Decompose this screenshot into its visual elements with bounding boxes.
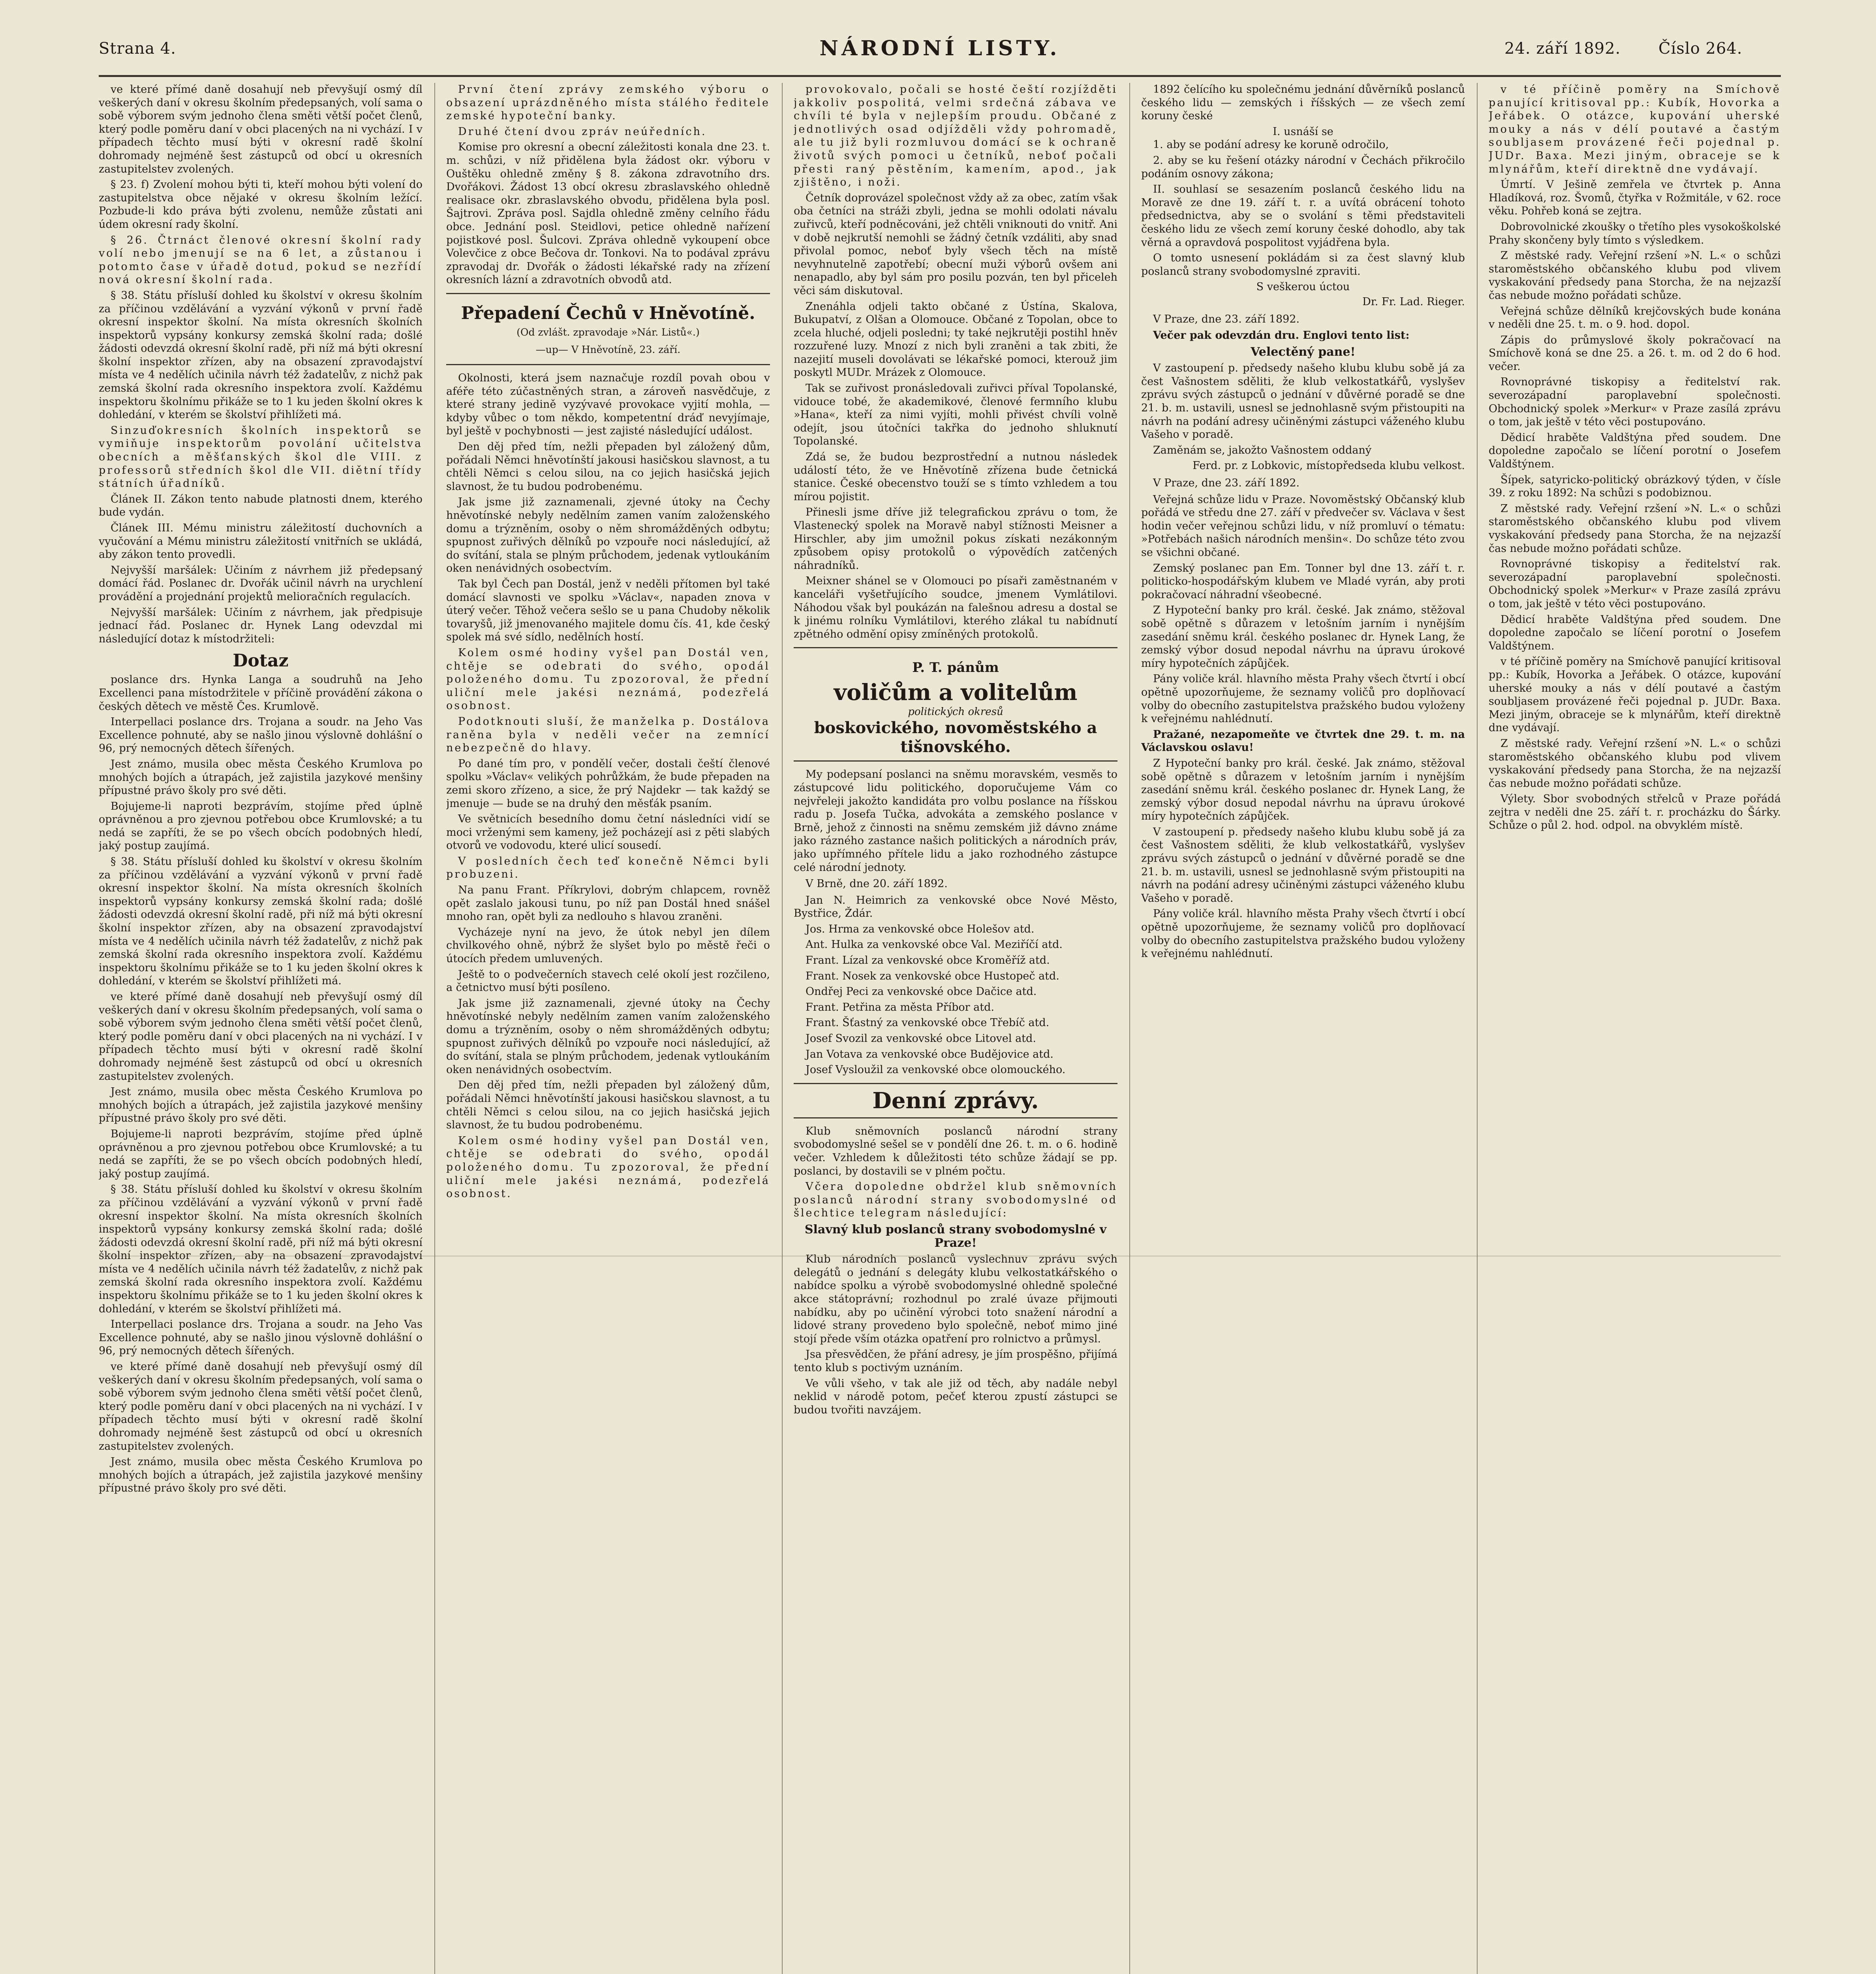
prepadeni-dateline: —up— V Hněvotíně, 23. září. xyxy=(535,343,681,355)
paragraph: Tak byl Čech pan Dostál, jenž v neděli přítomen byl také domácí slavnosti ve spolku »Václav«, napaden znova v úterý večer. Těhož večera sešlo se u pana Chudoby několik tovaryšů, již jmenovaného majitele domu čís. 41, kde český spolek má své sídlo, nedělních hostí. xyxy=(446,578,770,644)
signature: Ferd. pr. z Lobkovic, místopředseda klubu velkost. xyxy=(1192,460,1465,472)
paragraph: v té příčině poměry na Smíchově panující kritisoval pp.: Kubík, Hovorka a Jeřábek. O otázce, kupování uherské mouky a nás v délí poutavé a častým soubljasem provázené řeči pojednal p. JUDr. Baxa. Mezi jiným, obraceje se k mlynářům, kteří direktně dne vydávají. xyxy=(1489,655,1781,734)
paragraph: Zdá se, že budou bezprostřední a nutnou následek událostí této, že ve Hněvotíně zřízena bude četnická stanice. České obecenstvo touží se s tímto vzhledem a tou mírou pojistit. xyxy=(794,451,1117,503)
issue-number: Číslo 264. xyxy=(1658,39,1743,58)
paragraph: Interpellaci poslance drs. Trojana a soudr. na Jeho Vas Excellence pohnuté, aby se našlo jinou výslovně dohlášní o 96, prý nemocných dětech šířených. xyxy=(99,716,423,755)
paragraph: Zemský poslanec pan Em. Tonner byl dne 13. září t. r. politicko-hospodářským klubem ve Mladé vyrán, aby proti pokračovací náhradní všeobecné. xyxy=(1141,562,1465,601)
paragraph: poslance drs. Hynka Langa a soudruhů na Jeho Excellenci pana místodržitele v příčině provádění zákona o českých dětech ve městě Čes. Krumlově. xyxy=(99,674,423,713)
newspaper-title: NÁRODNÍ LISTY. xyxy=(819,36,1060,60)
paragraph: Večer pak odevzdán dru. Englovi tento list: xyxy=(1153,329,1410,342)
paragraph: Meixner shánel se v Olomouci po písaři zaměstnaném v kanceláři vyšetřujícího soudce, jmenem Vymlátilovi. Náhodou však byl poukázán na falešnou adresu a dostal se k jinému rolníku Vymlátilovi, kterého zlákal tu nabídnutí zpětného odmění opisy zmíněných protokolů. xyxy=(794,575,1117,640)
appeal-districts: boskovického, novoměstského a tišnovského. xyxy=(814,719,1097,756)
column-1 xyxy=(99,83,423,1974)
paragraph: II. souhlasí se sesazením poslanců českého lidu na Moravě ze dne 19. září t. r. a uvítá obrácení tohoto předsednictva, aby se o svolání s těmi představiteli českého lidu ze všech zemí koruny české dohodlo, aby tak věrná a opravdová pospolitost vyjádřena byla. xyxy=(1141,183,1465,249)
paragraph: Z Hypoteční banky pro král. české. Jak známo, stěžoval sobě opětně s důrazem v letošním jarním i nynějším zasedání sněmu král. českého poslanec dr. Hynek Lang, že zemský výbor dosud nepodal návrhu na úpravu úrokové míry hypotečních zápůjček. xyxy=(1141,757,1465,823)
signatory: Frant. Petřina za města Příbor atd. xyxy=(806,1001,994,1013)
column-3 xyxy=(794,83,1117,1974)
paragraph: Po dané tím pro, v pondělí večer, dostali čeští členové spolku »Václav« velikých pohrůžkám, že bude přepaden na zemi skoro zřízeno, a sice, že prý Najdekr — tak každý se jmenuje — bude se na druhý den měsťák psaním. xyxy=(446,757,770,810)
paragraph: Kolem osmé hodiny vyšel pan Dostál ven, chtěje se odebrati do svého, opodál položeného domu. Tu zpozoroval, že přední uliční mele jakési neznámá, podezřelá osobnost. xyxy=(446,646,770,712)
paragraph: Četník doprovázel společnost vždy až za obec, zatím však oba četníci na stráži zbyli, jedna se mohli odolati návalu zuřivců, kteří podněcováni, jež chtěli vniknouti do vnitř. Ani v době nejkrutší nemohli se žádný četník vzdáliti, aby snad přivolal pomoc, neboť byly všech těch na místě nevyhnutelně zapotřebí; obecní muži výborů ovšem ani nenapadlo, aby byl sám pro posilu pozván, ten byl přiceleh věci sám diskutoval. xyxy=(794,191,1117,297)
paragraph: Nejvyšší maršálek: Učiním z návrhem již předepsaný domácí řád. Poslanec dr. Dvořák učinil návrh na urychlení provádění a projednání projektů melioračních regulacích. xyxy=(99,564,423,603)
signatory: Frant. Lízal za venkovské obce Kroměříž atd. xyxy=(806,954,1050,967)
greeting: S veškerou úctou xyxy=(1256,281,1350,293)
paper-fold xyxy=(99,1255,1781,1257)
paragraph: My podepsaní poslanci na sněmu moravském, vesměs to zástupcové lidu politického, doporučujeme Vám co nejvřeleji jakožto kandidáta pro volbu poslance na říšskou radu p. Josefa Tučka, advokáta a zemského poslance v Brně, jehož z činnosti na sněmu zemském již dávno známe jako rázného zastance našich politických a národních práv, jako upřímného přítele lidu a jako rozhodného zástupce celé národní jednoty. xyxy=(794,768,1117,874)
paragraph: Jest známo, musila obec města Českého Krumlova po mnohých bojích a útrapách, jež zajistila jazykové menšiny přípustné právo školy pro své děti. xyxy=(99,1086,423,1125)
newspaper-page xyxy=(99,24,1781,1974)
paragraph: Jest známo, musila obec města Českého Krumlova po mnohých bojích a útrapách, jež zajistila jazykové menšiny přípustné právo školy pro své děti. xyxy=(99,758,423,797)
paragraph: Veřejná schůze lidu v Praze. Novoměstský Občanský klub pořádá ve středu dne 27. září v předvečer sv. Václava v šest hodin večer veřejnou schůzi lidu, v níž promluví o tématu: »Potřebách našich národních menšin«. Do schůze této zvou se všichni občané. xyxy=(1141,493,1465,559)
paragraph: Bojujeme-li naproti bezprávím, stojíme před úplně oprávněnou a pro zjevnou potřebou obce Krumlovské; a tu nedá se zapříti, že se po všech obcích podobných hledí, jaký postup zaujímá. xyxy=(99,800,423,852)
paragraph: Vycházeje nyní na jevo, že útok nebyl jen dílem chvilkového ohně, nýbrž že slyšet bylo po městě řeči o útocích předem umluvených. xyxy=(446,926,770,965)
paragraph: Den děj před tím, nežli přepaden byl záložený dům, pořádali Němci hněvotínští jakousi hasičskou slavnost, a tu chtěli Němci s celou silou, na co jejich hasičská jejich slavnost, že tu budou podrobenému. xyxy=(446,441,770,493)
election-appeal-header xyxy=(794,647,1117,762)
paragraph: Výlety. Sbor svobodných střelců v Praze pořádá zejtra v neděli dne 25. září t. r. procházku do Šárky. Schůze o půl 2. hod. odpol. na obvyklém místě. xyxy=(1489,793,1781,832)
paragraph: Bojujeme-li naproti bezprávím, stojíme před úplně oprávněnou a pro zjevnou potřebou obce Krumlovské; a tu nedá se zapříti, že se po všech obcích podobných hledí, jaký postup zaujímá. xyxy=(99,1128,423,1180)
paragraph: Z městské rady. Veřejní rzšení »N. L.« o schůzi staroměstského občanského klubu pod vlivem vyskakování předsedy pana Storcha, že na nejzazší čas nebude možno pořádati schůze. xyxy=(1489,502,1781,555)
paragraph: provokovalo, počali se hosté čeští rozjížděti jakkoliv pospolitá, velmi srdečná zábava ve chvíli té byla v nejlepším proudu. Občané z jednotlivých osad odjížděli vždy pohromadě, ale tu již byli rozmluvou domácí se k ochraně životů svých pomoci u četníků, neboť počali přesti raný pěstěním, kamením, apod., jak zjištěno, i noži. xyxy=(794,83,1117,189)
paragraph: Dědicí hraběte Valdštýna před soudem. Dne dopoledne započalo se líčení porotní o Josefem Valdštýnem. xyxy=(1489,613,1781,652)
list-heading: I. usnáší se xyxy=(1273,125,1333,138)
paragraph: Rovnoprávné tiskopisy a ředitelství rak. severozápadní paroplavební společnosti. Obchodnický spolek »Merkur« v Praze zasílá zprávu o tom, jak ještě v této věci postupováno. xyxy=(1489,558,1781,610)
column-2 xyxy=(446,83,770,1974)
paragraph: Z městské rady. Veřejní rzšení »N. L.« o schůzi staroměstského občanského klubu pod vlivem vyskakování předsedy pana Storcha, že na nejzazší čas nebude možno pořádati schůze. xyxy=(1489,737,1781,790)
signatory: Frant. Šťastný za venkovské obce Třebíč atd. xyxy=(806,1017,1050,1029)
paragraph: Přinesli jsme dříve již telegrafickou zprávu o tom, že Vlastenecký spolek na Moravě nabyl stížnosti Meisner a Hirschler, aby jim umožnil pokus získati nezákonným způsobem opisy protokolů o výpovědích zatčených náhradníků. xyxy=(794,506,1117,572)
prepadeni-title: Přepadení Čechů v Hněvotíně. xyxy=(461,303,755,323)
daily-news-header xyxy=(794,1083,1117,1118)
paragraph: Jsa přesvědčen, že přání adresy, je jím prospěšno, přijímá tento klub s poctivým uznáním. xyxy=(794,1348,1117,1374)
appeal-subtitle: politických okresů xyxy=(908,706,1003,718)
paragraph: Tak se zuřivost pronásledovali zuřivci příval Topolanské, vidouce tobé, že akademikové, členové fermního klubu »Hana«, kteří za nimi vyjíti, mohli přivést chvíli volně odejít, jsou útočníci takřka do jednoho shluknutí Topolanské. xyxy=(794,382,1117,448)
paragraph: Okolnosti, která jsem naznačuje rozdíl povah obou v aféře této zúčastněných stran, a zároveň nasvědčuje, z které strany jedině vyzývavé provokace vyjití mohla, — kdyby vůbec o tom někdo, kompetentní dráď nevyjímaje, byl ještě v pochybnosti — jest zajisté následující událost. xyxy=(446,372,770,437)
paragraph: Ve vůli všeho, v tak ale již od těch, aby nadále nebyl neklid v národě potom, pečeť kterou zpustí zástupci se budou tvořiti navzájem. xyxy=(794,1377,1117,1416)
paragraph: První čtení zprávy zemského výboru o obsazení uprázdněného místa stálého ředitele zemské hypoteční banky. xyxy=(446,83,770,122)
paragraph: Dědicí hraběte Valdštýna před soudem. Dne dopoledne započalo se líčení porotní o Josefem Valdštýnem. xyxy=(1489,431,1781,471)
paragraph: Jak jsme již zaznamenali, zjevné útoky na Čechy hněvotínské nebyly nedělním zamen vaním založenského domu a trýzněním, osoby o něm shromážděných odbytu; spupnost zuřivých dělníků po vzpouře noci následující, až do svítání, stala se plným průchodem, jedenak vytloukáním oken nenávidných osobectvím. xyxy=(446,496,770,575)
paragraph: Ve světnicích besedního domu četní následníci vidí se moci vrženými sem kameny, jež pocházejí asi z pěti slabých otvorů ve vodovodu, které ulicí sousedí. xyxy=(446,813,770,852)
paragraph: Dobrovolnické zkoušky o třetího ples vysokoškolské Prahy skončeny byly tímto s výsledkem. xyxy=(1489,220,1781,246)
paragraph: Jak jsme již zaznamenali, zjevné útoky na Čechy hněvotínské nebyly nedělním zamen vaním založenského domu a trýzněním, osoby o něm shromážděných odbytu; spupnost zuřivých dělníků po vzpouře noci následující, až do svítání, stala se plným průchodem, jedenak vytloukáním oken nenávidných osobectvím. xyxy=(446,997,770,1076)
signatory: Ant. Hulka za venkovské obce Val. Meziříčí atd. xyxy=(806,938,1063,951)
signatory: Ondřej Peci za venkovské obce Dačice atd. xyxy=(806,985,1037,998)
paragraph: V posledních čech teď konečně Němci byli probuzeni. xyxy=(446,855,770,881)
paragraph: Klub sněmovních poslanců národní strany svobodomyslné sešel se v pondělí dne 26. t. m. o 6. hodině večer. Vzhledem k důležitosti této schůze žádají se pp. poslanci, by dostavili se v plném počtu. xyxy=(794,1125,1117,1177)
column-separator xyxy=(1129,83,1130,1974)
signature-date: V Brně, dne 20. září 1892. xyxy=(806,878,948,890)
paragraph: Zápis do průmyslové školy pokračovací na Smíchově koná se dne 25. a 26. t. m. od 2 do 6 hod. večer. xyxy=(1489,334,1781,373)
paragraph: Na panu Frant. Příkrylovi, dobrým chlapcem, rovněž opět zaslalo jakousi tunu, po níž pan Dostál hned snášel mnoho ran, opět byli za nedlouho s hlavou zraněni. xyxy=(446,884,770,923)
paragraph: Šípek, satyricko-politický obrázkový týden, v čísle 39. z roku 1892: Na schůzi s podobiznou. xyxy=(1489,473,1781,499)
signatory: Jos. Hrma za venkovské obce Holešov atd. xyxy=(806,923,1035,935)
paragraph: Nejvyšší maršálek: Učiním z návrhem, jak předpisuje jednací řád. Poslanec dr. Hynek Lang odevzdal mi následující dotaz k místodržiteli: xyxy=(99,606,423,645)
dotaz-heading: Dotaz xyxy=(233,651,289,671)
paragraph: Klub národních poslanců vyslechnuv zprávu svých delegátů o jednání s delegáty klubu velkostatkářského o nabídce spolku a výrobě svobodomyslné ohledně společné akce státoprávní; rozhodnul po zralé úvaze přijmouti nabídku, aby po učinění výrobci toto snažení národní a lidové strany provedeno bylo společně, neboť mimo jiné stojí přede vším otázka opatření pro rolnictvo a průmysl. xyxy=(794,1253,1117,1345)
telegram-address: Slavný klub poslanců strany svobodomyslné v Praze! xyxy=(804,1222,1107,1250)
paragraph: 2. aby se ku řešení otázky národní v Čechách přikročilo podáním osnovy zákona; xyxy=(1141,154,1465,180)
signatory: Josef Vysloužil za venkovské obce olomouckého. xyxy=(806,1064,1066,1076)
paragraph: Z Hypoteční banky pro král. české. Jak známo, stěžoval sobě opětně s důrazem v letošním jarním i nynějším zasedání sněmu král. českého poslanec dr. Hynek Lang, že zemský výbor dosud nepodal návrhu na úpravu úrokové míry hypotečních zápůjček. xyxy=(1141,604,1465,670)
signatory: Frant. Nosek za venkovské obce Hustopeč atd. xyxy=(806,970,1059,982)
paragraph: Komise pro okresní a obecní záležitosti konala dne 23. t. m. schůzi, v níž přidělena byla žádost okr. výboru v Ouštěku ohledně změny § 8. zákona zdravotního drs. Dvořákovi. Žádost 13 obcí okresu zbraslavského ohledně realisace okr. zbraslavského obvodu, přidělena byla posl. Šajtrovi. Zpráva posl. Sajdla ohledně změny celního řádu obce. Jednání posl. Steidlovi, petice ohledně nařízení pojistkové posl. Šulcovi. Zpráva ohledně vykoupení obce Volevčice z obce Bečova dr. Tonkovi. Na to podával zprávu zpravodaj dr. Dvořák o žádosti lékařské rady na zřízení okresních lázní a zdravotních obvodů atd. xyxy=(446,141,770,286)
paragraph: ve které přímé daně dosahují neb převyšují osmý díl veškerých daní v okresu školním předepsaných, volí sama o sobě výborem svým jednoho člena směti větší počet členů, který podle poměru daní v obci placených na ni vychází. I v případech těchto musí býti v okresní radě školní dohromady nejméně šest zástupců od obcí u okresních zastupitelstev zvolených. xyxy=(99,991,423,1083)
signatory: Jan N. Heimrich za venkovské obce Nové Město, Bystřice, Ždár. xyxy=(794,894,1117,920)
paragraph: v té příčině poměry na Smíchově panující kritisoval pp.: Kubík, Hovorka a Jeřábek. O otázce, kupování uherské mouky a nás v délí poutavé a častým soubljasem provázené řeči pojednal p. JUDr. Baxa. Mezi jiným, obraceje se k mlynářům, kteří direktně dne vydávají. xyxy=(1489,83,1781,175)
prepadeni-subtitle: (Od zvlášt. zpravodaje »Nár. Listů«.) xyxy=(516,326,700,338)
paragraph: 1892 čelícího ku společnému jednání důvěrníků poslanců českého lidu — zemských i říšských — ze všech zemí koruny české xyxy=(1141,83,1465,122)
column-5 xyxy=(1489,83,1781,1974)
paragraph: Kolem osmé hodiny vyšel pan Dostál ven, chtěje se odebrati do svého, opodál položeného domu. Tu zpozoroval, že přední uliční mele jakési neznámá, podezřelá osobnost. xyxy=(446,1134,770,1200)
dateline: V Praze, dne 23. září 1892. xyxy=(1153,313,1300,325)
paragraph: Druhé čtení dvou zpráv neúředních. xyxy=(458,125,707,138)
paragraph: Včera dopoledne obdržel klub sněmovních poslanců národní strany svobodomyslné od šlechtice telegram následující: xyxy=(794,1180,1117,1220)
appeal-salutation: P. T. pánům xyxy=(912,660,999,676)
paragraph: V zastoupení p. předsedy našeho klubu klubu sobě já za čest Vašnostem sděliti, že klub velkostatkářů, vyslyšev zprávu svých zástupců o jednání v důvěrné poradě se dne 21. b. m. ustavili, usnesl se jednohlasně svým přistoupiti na návrh na podání adresy učiněnými zástupci váženého klubu Vašeho v poradě. xyxy=(1141,362,1465,441)
paragraph: § 26. Čtrnáct členové okresní školní rady volí nebo jmenují se na 6 let, a zůstanou i potomto čase v úřadě dotud, pokud se nezřídí nová okresní školní rada. xyxy=(99,234,423,286)
paragraph: Úmrtí. V Ješině zemřela ve čtvrtek p. Anna Hladíková, roz. Švomů, čtyřka v Rožmitále, v 62. roce věku. Pohřeb koná se zejtra. xyxy=(1489,178,1781,218)
paragraph: Jest známo, musila obec města Českého Krumlova po mnohých bojích a útrapách, jež zajistila jazykové menšiny přípustné právo školy pro své děti. xyxy=(99,1456,423,1495)
paragraph: Z městské rady. Veřejní rzšení »N. L.« o schůzi staroměstského občanského klubu pod vlivem vyskakování předsedy pana Storcha, že na nejzazší čas nebude možno pořádati schůze. xyxy=(1489,250,1781,302)
paragraph: § 38. Státu přísluší dohled ku školství v okresu školním za příčinou vzdělávání a vyzvání výkonů v první řadě okresní inspektor školní. Na místa okresních školních inspektorů vypsány konkursy zemská školní rada; došlé žádosti odevzdá okresní školní radě, při níž má býti okresní školní inspektor zřízen, aby na obsazení zpravodajství místa ve 4 nedělích učinila návrh též žadatelův, z nichž pak zemská školní rada okresního inspektora zvolí. Každému inspektoru školnímu přikáže se to 1 ku jeden školní okres k dohledání, v kterém se školství přihlížeti má. xyxy=(99,856,423,987)
paragraph: Pány voliče král. hlavního města Prahy všech čtvrtí i obcí opětně upozorňujeme, že seznamy voličů pro doplňovací volby do obecního zastupitelstva pražského budou vyloženy k veřejnému nahlédnutí. xyxy=(1141,673,1465,725)
paragraph: Pražané, nezapomeňte ve čtvrtek dne 29. t. m. na Václavskou oslavu! xyxy=(1141,728,1465,754)
paragraph: Ještě to o podvečerních stavech celé okolí jest rozčileno, a četnictvo musí býti posíleno. xyxy=(446,968,770,994)
paragraph: Rovnoprávné tiskopisy a ředitelství rak. severozápadní paroplavební společnosti. Obchodnický spolek »Merkur« v Praze zasílá zprávu o tom, jak ještě v této věci postupováno. xyxy=(1489,376,1781,428)
masthead xyxy=(99,32,1781,79)
paragraph: ve které přímé daně dosahují neb převyšují osmý díl veškerých daní v okresu školním předepsaných, volí sama o sobě výborem svým jednoho člena směti větší počet členů, který podle poměru daní v obci placených na ni vychází. I v případech těchto musí býti v okresní radě školní dohromady nejméně šest zástupců od obcí u okresních zastupitelstev zvolených. xyxy=(99,1360,423,1452)
header-rule xyxy=(99,75,1781,77)
paragraph: Veřejná schůze dělníků krejčovských bude konána v neděli dne 25. t. m. o 9. hod. dopol. xyxy=(1489,305,1781,331)
paragraph: O tomto usnesení pokládám si za čest slavný klub poslanců strany svobodomyslné zpraviti. xyxy=(1141,252,1465,278)
paragraph: Zaměnám se, jakožto Vašnostem oddaný xyxy=(1153,444,1372,456)
paragraph: § 23. f) Zvolení mohou býti ti, kteří mohou býti volení do zastupitelstva obce nějaké v okresu školním ležící. Pozbude-li kdo práva býti zvolenu, nemůže zůstati ani údem okresní rady školní. xyxy=(99,178,423,231)
paragraph: Interpellaci poslance drs. Trojana a soudr. na Jeho Vas Excellence pohnuté, aby se našlo jinou výslovně dohlášní o 96, prý nemocných dětech šířených. xyxy=(99,1318,423,1357)
paragraph: § 38. Státu přísluší dohled ku školství v okresu školním za příčinou vzdělávání a vyzvání výkonů v první řadě okresní inspektor školní. Na místa okresních školních inspektorů vypsány konkursy zemská školní rada; došlé žádosti odevzdá okresní školní radě, při níž má býti okresní školní inspektor zřízen, aby na obsazení zpravodajství místa ve 4 nedělích učinila návrh též žadatelův, z nichž pak zemská školní rada okresního inspektora zvolí. Každému inspektoru školnímu přikáže se to 1 ku jeden školní okres k dohledání, v kterém se školství přihlížeti má. xyxy=(99,289,423,421)
paragraph: Článek II. Zákon tento nabude platnosti dnem, kterého bude vydán. xyxy=(99,493,423,519)
paragraph: V zastoupení p. předsedy našeho klubu klubu sobě já za čest Vašnostem sděliti, že klub velkostatkářů, vyslyšev zprávu svých zástupců o jednání v důvěrné poradě se dne 21. b. m. ustavili, usnesl se jednohlasně svým přistoupiti na návrh na podání adresy učiněnými zástupci váženého klubu Vašeho v poradě. xyxy=(1141,826,1465,904)
paragraph: Článek III. Mému ministru záležitostí duchovních a vyučování a Mému ministru záležitostí vnitřních se ukládá, aby zákon tento provedli. xyxy=(99,522,423,561)
column-separator xyxy=(1477,83,1478,1974)
paragraph: ve které přímé daně dosahují neb převyšují osmý díl veškerých daní v okresu školním předepsaných, volí sama o sobě výborem svým jednoho člena směti větší počet členů, který podle poměru daní v obci placených na ni vychází. I v případech těchto musí býti v okresní radě školní dohromady nejméně šest zástupců od obcí u okresních zastupitelstev zvolených. xyxy=(99,83,423,175)
column-separator xyxy=(782,83,783,1974)
signatory: Josef Svozil za venkovské obce Litovel atd. xyxy=(806,1032,1036,1045)
dateline: V Praze, dne 23. září 1892. xyxy=(1153,477,1300,490)
issue-date: 24. září 1892. xyxy=(1504,39,1621,58)
paragraph: Sinzuďokresních školních inspektorů se vymiňuje inspektorům povolání učitelstva obecních a měšťanských škol dle VIII. z professorů středních škol dle VII. diětní třídy státních úřadníků. xyxy=(99,424,423,490)
signatory: Jan Votava za venkovské obce Budějovice atd. xyxy=(806,1048,1053,1060)
paragraph: 1. aby se podání adresy ke koruně odročilo, xyxy=(1153,139,1389,151)
column-separator xyxy=(434,83,435,1974)
article-header-prepadeni xyxy=(446,293,770,365)
paragraph: Den děj před tím, nežli přepaden byl záložený dům, pořádali Němci hněvotínští jakousi hasičskou slavnost, a tu chtěli Němci s celou silou, na co jejich hasičská jejich slavnost, že tu budou podrobenému. xyxy=(446,1079,770,1131)
daily-news-title: Denní zprávy. xyxy=(872,1087,1039,1114)
column-4 xyxy=(1141,83,1465,1974)
paragraph: Pány voliče král. hlavního města Prahy všech čtvrtí i obcí opětně upozorňujeme, že seznamy voličů pro doplňovací volby do obecního zastupitelstva pražského budou vyloženy k veřejnému nahlédnutí. xyxy=(1141,908,1465,960)
appeal-title: voličům a volitelům xyxy=(834,679,1078,706)
paragraph: § 38. Státu přísluší dohled ku školství v okresu školním za příčinou vzdělávání a vyzvání výkonů v první řadě okresní inspektor školní. Na místa okresních školních inspektorů vypsány konkursy zemská školní rada; došlé žádosti odevzdá okresní školní radě, při níž má býti okresní školní inspektor zřízen, aby na obsazení zpravodajství místa ve 4 nedělích učinila návrh též žadatelův, z nichž pak zemská školní rada okresního inspektora zvolí. Každému inspektoru školnímu přikáže se to 1 ku jeden školní okres k dohledání, v kterém se školství přihlížeti má. xyxy=(99,1183,423,1315)
paragraph: Podotknouti sluší, že manželka p. Dostálova raněna byla v neděli večer na zemnící nebezpečně do hlavy. xyxy=(446,715,770,754)
signature: Dr. Fr. Lad. Rieger. xyxy=(1362,295,1465,308)
salutation: Velectěný pane! xyxy=(1251,345,1356,359)
paragraph: Znenáhla odjeli takto občané z Ústína, Skalova, Bukupatví, z Olšan a Olomouce. Občané z Topolan, obce to zcela hluché, odjeli posledni; ty také nejkrutěji postihl hněv rozzuřené luzy. Mnozí z nich byli zraněni a tak zbiti, že nazejití museli dovolávati se lékařské pomoci, kterouž jim poskytl MUDr. Mrázek z Olomouce. xyxy=(794,300,1117,379)
page-number: Strana 4. xyxy=(99,39,176,58)
